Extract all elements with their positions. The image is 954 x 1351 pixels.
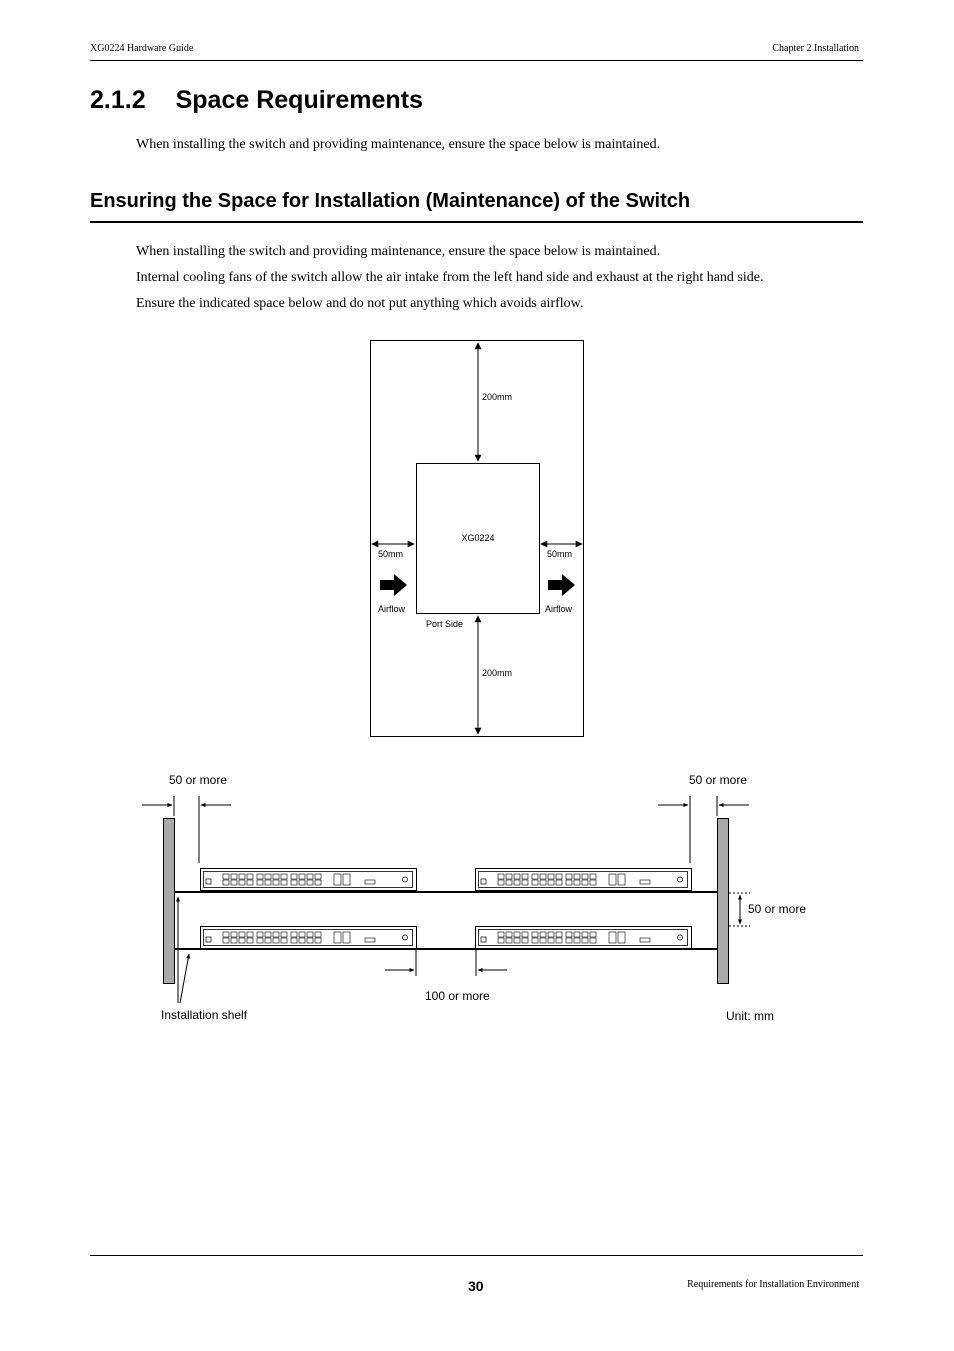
airflow-out-icon [548, 574, 575, 596]
switch-unit [201, 869, 417, 891]
right-rack-post [718, 819, 729, 984]
unit-label: Unit: mm [726, 1009, 774, 1023]
paragraph-2: Internal cooling fans of the switch allow the air intake from the left hand side and exhaust at the right hand side. [136, 270, 764, 285]
shelf-label: Installation shelf [161, 1008, 248, 1022]
left-rack-post [164, 819, 175, 984]
footer-section-title: Requirements for Installation Environment [687, 1279, 859, 1290]
section-intro: When installing the switch and providing maintenance, ensure the space below is maintained. [136, 137, 661, 152]
vertical-clearance-label: 50 or more [748, 902, 807, 916]
footer-rule [90, 1255, 863, 1256]
diagram2-shelf-view [142, 773, 806, 1023]
header-chapter: Chapter 2 Installation [772, 43, 859, 54]
bottom-clearance-label: 200mm [482, 668, 513, 678]
right-airflow-label: Airflow [545, 604, 573, 614]
left-airflow-label: Airflow [378, 604, 406, 614]
left-side-clearance-label: 50 or more [169, 773, 228, 787]
diagram1-top-view [371, 341, 584, 737]
left-clearance-label: 50mm [378, 549, 404, 559]
subsection-title: Ensuring the Space for Installation (Maintenance) of the Switch [90, 190, 691, 212]
right-clearance-label: 50mm [547, 549, 573, 559]
page-number: 30 [468, 1278, 484, 1294]
switch-unit [476, 927, 692, 949]
paragraph-1: When installing the switch and providing maintenance, ensure the space below is maintained. [136, 244, 661, 259]
section-number: 2.1.2 [90, 86, 146, 114]
port-side-label: Port Side [426, 619, 464, 629]
top-clearance-label: 200mm [482, 392, 513, 402]
switch-unit [201, 927, 417, 949]
section-title: Space Requirements [175, 86, 423, 114]
airflow-in-icon [380, 574, 407, 596]
right-side-clearance-label: 50 or more [689, 773, 748, 787]
paragraph-3: Ensure the indicated space below and do not put anything which avoids airflow. [136, 296, 584, 311]
shelf-pointer-lower [180, 954, 189, 1003]
between-clearance-label: 100 or more [425, 989, 490, 1003]
switch-unit [476, 869, 692, 891]
header-doc-title: XG0224 Hardware Guide [90, 43, 194, 54]
device-label: XG0224 [461, 533, 495, 543]
